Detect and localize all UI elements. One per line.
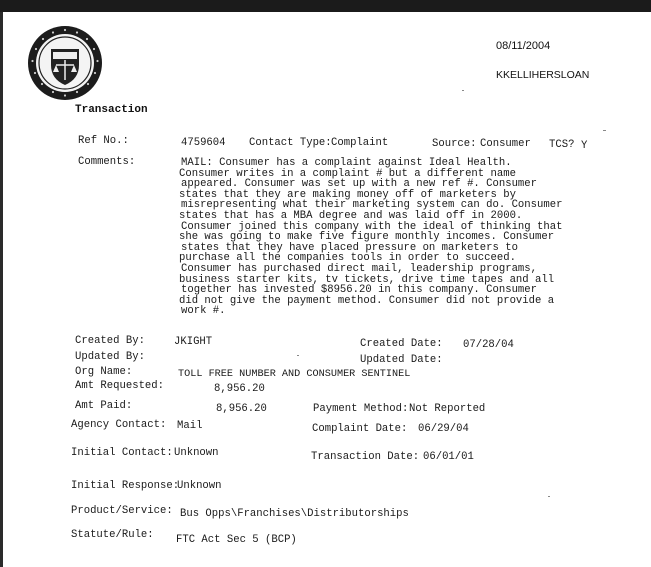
section-title: Transaction [75,104,148,116]
comment-line: Consumer writes in a complaint # but a different name [179,167,516,180]
created-date-value: 07/28/04 [463,339,514,351]
source-value: Consumer [480,138,531,150]
payment-method-value: Not Reported [409,403,486,415]
scan-top-border [0,0,651,12]
amt-requested-value: 8,956.20 [214,383,265,395]
amt-paid-label: Amt Paid: [75,400,133,412]
source-label: Source: [432,138,477,150]
comment-line: MAIL: Consumer has a complaint against Ideal Health. [181,157,512,169]
comment-line: work #. [181,305,226,318]
comment-line: Consumer has purchased direct mail, leadership programs, [181,262,538,275]
comment-line: did not give the payment method. Consumer did not provide a [179,294,555,307]
complaint-date-label: Complaint Date: [312,423,408,435]
comment-line: she was going to make five figure monthly incomes. Consumer [179,231,555,244]
org-name-label: Org Name: [75,366,133,378]
ftc-seal-icon [27,25,103,101]
initial-response-value: Unknown [177,480,222,492]
ref-no-label: Ref No.: [78,135,129,147]
comments-label: Comments: [78,156,136,168]
statute-rule-label: Statute/Rule: [71,529,154,541]
contact-type-label: Contact Type: [249,137,332,149]
updated-by-label: Updated By: [75,351,145,363]
amt-paid-value: 8,956.20 [216,403,267,415]
agency-contact-label: Agency Contact: [71,419,167,431]
initial-response-label: Initial Response: [71,480,180,492]
agency-contact-value: Mail [177,420,203,432]
comment-line: appeared. Consumer was set up with a new ref #. Consumer [181,178,538,191]
payment-method-label: Payment Method: [313,403,409,415]
complaint-date-value: 06/29/04 [418,423,469,435]
product-service-label: Product/Service: [71,505,173,517]
scan-left-edge [0,12,3,567]
initial-contact-value: Unknown [174,447,219,459]
scan-speck [462,90,464,91]
tcs-value: Y [581,140,588,152]
comment-line: business starter kits, tv tickets, drive time tapes and all [179,273,555,286]
created-by-label: Created By: [75,335,145,347]
created-date-label: Created Date: [360,338,443,350]
tcs-label: TCS? [549,139,575,151]
comment-line: purchase all the companies tools in order to succeed. [179,252,516,265]
initial-contact-label: Initial Contact: [71,447,173,459]
scan-speck [603,130,606,131]
statute-rule-value: FTC Act Sec 5 (BCP) [176,534,297,546]
created-by-value: JKIGHT [174,336,213,348]
updated-date-label: Updated Date: [360,354,443,366]
comment-line: states that they have placed pressure on marketers to [181,241,518,254]
transaction-date-label: Transaction Date: [311,451,420,463]
report-date: 08/11/2004 [496,40,551,52]
scan-speck [548,496,550,497]
report-user: KKELLIHERSLOAN [496,69,590,81]
comment-line: Consumer joined this company with the ideal of thinking that [181,220,563,233]
scan-speck [297,355,299,356]
comment-line: together has invested $8956.20 in this company. Consumer [181,284,538,297]
transaction-date-value: 06/01/01 [423,451,474,463]
comment-line: states that has a MBA degree and was laid off in 2000. [179,209,523,222]
product-service-value: Bus Opps\Franchises\Distributorships [180,508,409,520]
comment-line: states that they are making money off of marketers by [179,188,516,201]
amt-requested-label: Amt Requested: [75,380,165,392]
contact-type-value: Complaint [331,137,389,149]
org-name-value: TOLL FREE NUMBER AND CONSUMER SENTINEL [178,369,411,380]
comments-text [181,158,562,317]
ref-no-value: 4759604 [181,137,226,149]
comment-line: misrepresenting what their marketing system can do. Consumer [181,199,563,212]
